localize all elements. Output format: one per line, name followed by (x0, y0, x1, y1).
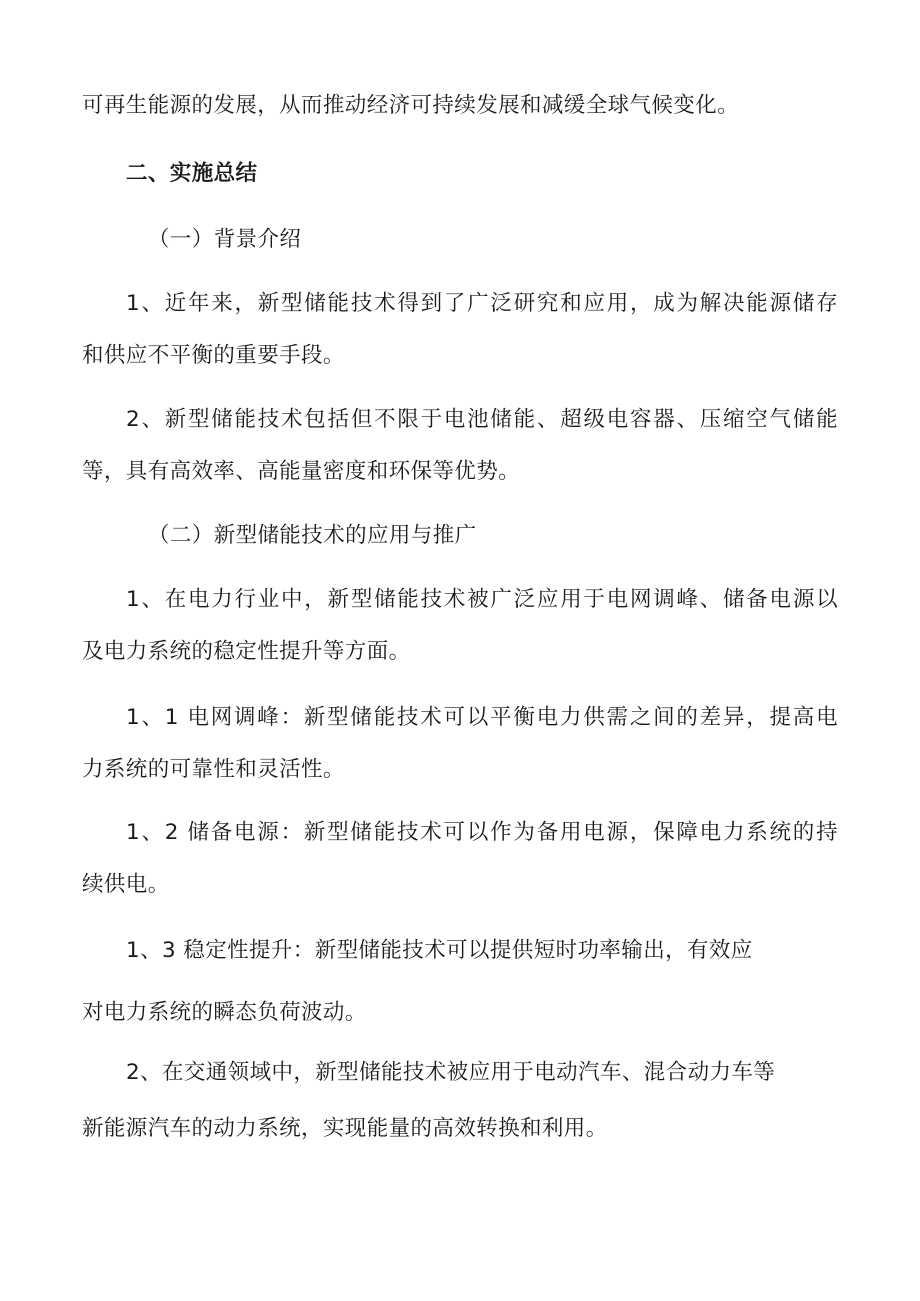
paragraph-line: 新能源汽车的动力系统，实现能量的高效转换和利用。 (82, 1116, 608, 1141)
paragraph-line: 2、新型储能技术包括但不限于电池储能、超级电容器、压缩空气储能 (126, 407, 838, 432)
paragraph-line: 2、在交通领域中，新型储能技术被应用于电动汽车、混合动力车等 (126, 1060, 776, 1085)
section-heading: 二、实施总结 (126, 161, 258, 186)
paragraph-line: 1、2 储备电源：新型储能技术可以作为备用电源，保障电力系统的持 (126, 820, 838, 845)
paragraph-line: 等，具有高效率、高能量密度和环保等优势。 (82, 459, 521, 484)
paragraph-line: 和供应不平衡的重要手段。 (82, 343, 345, 368)
subsection-heading: （二）新型储能技术的应用与推广 (148, 523, 477, 548)
paragraph-line: 及电力系统的稳定性提升等方面。 (82, 639, 411, 664)
paragraph-line: 可再生能源的发展，从而推动经济可持续发展和减缓全球气候变化。 (82, 93, 740, 118)
paragraph-line: 1、1 电网调峰：新型储能技术可以平衡电力供需之间的差异，提高电 (126, 705, 838, 730)
paragraph-line: 对电力系统的瞬态负荷波动。 (82, 1000, 367, 1025)
paragraph-line: 1、在电力行业中，新型储能技术被广泛应用于电网调峰、储备电源以 (126, 587, 838, 612)
paragraph-line: 力系统的可靠性和灵活性。 (82, 757, 345, 782)
paragraph-line: 续供电。 (82, 872, 170, 897)
paragraph-line: 1、3 稳定性提升：新型储能技术可以提供短时功率输出，有效应 (126, 938, 753, 963)
subsection-heading: （一）背景介绍 (148, 227, 302, 252)
paragraph-line: 1、近年来，新型储能技术得到了广泛研究和应用，成为解决能源储存 (126, 291, 838, 316)
